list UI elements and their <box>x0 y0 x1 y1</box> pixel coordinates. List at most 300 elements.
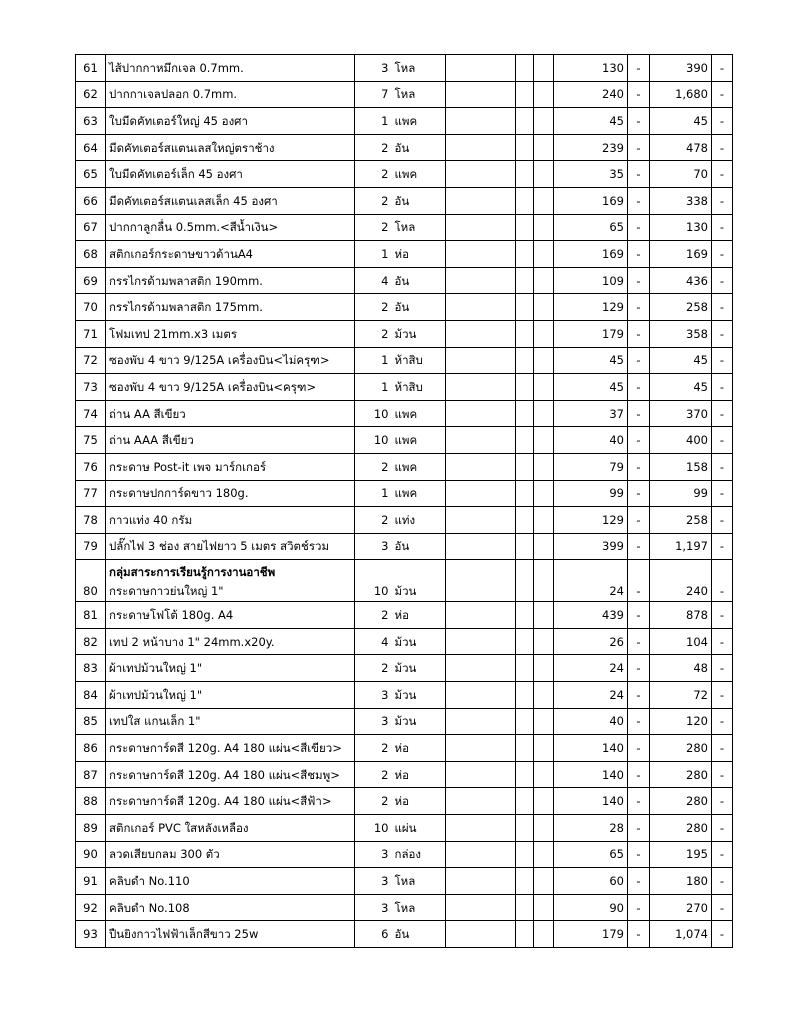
item-number-cell: 62 <box>76 81 106 108</box>
empty-cell-c <box>534 347 554 374</box>
total-price-cell: 358 <box>650 320 712 347</box>
empty-cell-b <box>516 187 534 214</box>
item-number-cell: 92 <box>76 894 106 921</box>
empty-cell-b <box>516 347 534 374</box>
unit-price-satang-cell: - <box>628 453 650 480</box>
empty-cell-b <box>516 735 534 762</box>
total-price-cell: 180 <box>650 868 712 895</box>
total-price-satang-cell: - <box>712 374 733 401</box>
unit-price-cell: 179 <box>554 921 628 948</box>
empty-cell-a <box>446 108 516 135</box>
unit-price-cell: 24 <box>554 560 628 602</box>
unit-price-cell: 179 <box>554 320 628 347</box>
item-number-cell: 85 <box>76 708 106 735</box>
empty-cell-b <box>516 55 534 82</box>
total-price-satang-cell: - <box>712 655 733 682</box>
empty-cell-a <box>446 815 516 842</box>
total-price-satang-cell: - <box>712 894 733 921</box>
unit-price-satang-cell: - <box>628 602 650 629</box>
empty-cell-c <box>534 294 554 321</box>
empty-cell-b <box>516 480 534 507</box>
empty-cell-a <box>446 241 516 268</box>
total-price-satang-cell: - <box>712 347 733 374</box>
empty-cell-c <box>534 400 554 427</box>
unit-price-cell: 24 <box>554 682 628 709</box>
total-price-cell: 104 <box>650 628 712 655</box>
empty-cell-c <box>534 187 554 214</box>
empty-cell-a <box>446 560 516 602</box>
total-price-satang-cell: - <box>712 453 733 480</box>
total-price-cell: 130 <box>650 214 712 241</box>
total-price-cell: 120 <box>650 708 712 735</box>
empty-cell-b <box>516 761 534 788</box>
quantity-cell: 3 <box>355 868 392 895</box>
total-price-cell: 258 <box>650 507 712 534</box>
unit-cell: โหล <box>392 894 446 921</box>
unit-price-satang-cell: - <box>628 841 650 868</box>
unit-price-cell: 79 <box>554 453 628 480</box>
quantity-cell: 3 <box>355 55 392 82</box>
quantity-cell: 2 <box>355 134 392 161</box>
table-row <box>76 921 733 948</box>
empty-cell-a <box>446 294 516 321</box>
unit-price-cell: 60 <box>554 868 628 895</box>
unit-cell: แพค <box>392 480 446 507</box>
empty-cell-b <box>516 400 534 427</box>
empty-cell-b <box>516 294 534 321</box>
unit-price-satang-cell: - <box>628 55 650 82</box>
empty-cell-b <box>516 815 534 842</box>
unit-price-satang-cell: - <box>628 708 650 735</box>
table-row <box>76 427 733 454</box>
unit-cell: อัน <box>392 294 446 321</box>
item-table-body <box>76 55 733 948</box>
item-number-cell: 87 <box>76 761 106 788</box>
item-description-cell: ใบมีดคัทเตอร์เล็ก 45 องศา <box>106 161 355 188</box>
empty-cell-c <box>534 134 554 161</box>
unit-cell: ม้วน <box>392 628 446 655</box>
unit-price-cell: 109 <box>554 267 628 294</box>
unit-cell: แพค <box>392 453 446 480</box>
table-row <box>76 453 733 480</box>
item-number-cell: 71 <box>76 320 106 347</box>
empty-cell-a <box>446 708 516 735</box>
empty-cell-c <box>534 868 554 895</box>
total-price-satang-cell: - <box>712 815 733 842</box>
unit-cell: แพค <box>392 427 446 454</box>
unit-cell: อัน <box>392 267 446 294</box>
empty-cell-a <box>446 374 516 401</box>
total-price-cell: 436 <box>650 267 712 294</box>
empty-cell-b <box>516 320 534 347</box>
item-number-cell: 88 <box>76 788 106 815</box>
unit-cell: ห่อ <box>392 788 446 815</box>
unit-cell: อัน <box>392 921 446 948</box>
unit-price-cell: 140 <box>554 761 628 788</box>
empty-cell-a <box>446 735 516 762</box>
item-description-cell: กระดาษโฟโต้ 180g. A4 <box>106 602 355 629</box>
quantity-cell: 2 <box>355 655 392 682</box>
table-row <box>76 761 733 788</box>
quantity-cell: 3 <box>355 682 392 709</box>
unit-price-satang-cell: - <box>628 134 650 161</box>
total-price-satang-cell: - <box>712 267 733 294</box>
table-row <box>76 841 733 868</box>
unit-price-cell: 240 <box>554 81 628 108</box>
empty-cell-c <box>534 655 554 682</box>
unit-price-satang-cell: - <box>628 533 650 560</box>
total-price-satang-cell: - <box>712 81 733 108</box>
empty-cell-a <box>446 921 516 948</box>
item-number-cell: 80 <box>76 560 106 602</box>
unit-price-satang-cell: - <box>628 320 650 347</box>
item-number-cell: 78 <box>76 507 106 534</box>
unit-cell: กล่อง <box>392 841 446 868</box>
quantity-cell: 1 <box>355 241 392 268</box>
item-description-cell: ปากกาลูกลื่น 0.5mm.<สีน้ำเงิน> <box>106 214 355 241</box>
item-description-cell: ลวดเสียบกลม 300 ตัว <box>106 841 355 868</box>
empty-cell-b <box>516 134 534 161</box>
total-price-satang-cell: - <box>712 480 733 507</box>
total-price-satang-cell: - <box>712 241 733 268</box>
empty-cell-a <box>446 161 516 188</box>
table-row <box>76 894 733 921</box>
unit-price-cell: 37 <box>554 400 628 427</box>
empty-cell-b <box>516 427 534 454</box>
unit-cell: โหล <box>392 214 446 241</box>
empty-cell-a <box>446 453 516 480</box>
table-row <box>76 81 733 108</box>
total-price-satang-cell: - <box>712 55 733 82</box>
empty-cell-c <box>534 841 554 868</box>
empty-cell-c <box>534 921 554 948</box>
empty-cell-b <box>516 868 534 895</box>
empty-cell-c <box>534 533 554 560</box>
total-price-satang-cell: - <box>712 868 733 895</box>
quantity-cell: 10 <box>355 400 392 427</box>
empty-cell-a <box>446 480 516 507</box>
unit-price-cell: 65 <box>554 841 628 868</box>
empty-cell-b <box>516 628 534 655</box>
total-price-satang-cell: - <box>712 320 733 347</box>
quantity-cell: 2 <box>355 320 392 347</box>
total-price-satang-cell: - <box>712 533 733 560</box>
empty-cell-b <box>516 602 534 629</box>
table-row <box>76 241 733 268</box>
empty-cell-b <box>516 682 534 709</box>
table-row <box>76 815 733 842</box>
table-row <box>76 788 733 815</box>
empty-cell-c <box>534 320 554 347</box>
empty-cell-c <box>534 761 554 788</box>
unit-cell: แพค <box>392 161 446 188</box>
item-description-cell: ซองพับ 4 ขาว 9/125A เครื่องบิน<ครุฑ> <box>106 374 355 401</box>
empty-cell-b <box>516 507 534 534</box>
total-price-cell: 1,074 <box>650 921 712 948</box>
quantity-cell: 10 <box>355 427 392 454</box>
item-description-cell: สติกเกอร์กระดาษขาวด้านA4 <box>106 241 355 268</box>
total-price-satang-cell: - <box>712 761 733 788</box>
total-price-satang-cell: - <box>712 735 733 762</box>
unit-price-cell: 140 <box>554 735 628 762</box>
empty-cell-b <box>516 374 534 401</box>
quantity-cell: 2 <box>355 453 392 480</box>
unit-cell: ห้าสิบ <box>392 374 446 401</box>
total-price-cell: 169 <box>650 241 712 268</box>
item-number-cell: 63 <box>76 108 106 135</box>
quantity-cell: 3 <box>355 894 392 921</box>
item-description-cell: กระดาษ Post-it เพจ มาร์กเกอร์ <box>106 453 355 480</box>
unit-price-cell: 40 <box>554 427 628 454</box>
item-description-cell: เทปใส แกนเล็ก 1" <box>106 708 355 735</box>
item-description-cell: กระดาษการ์ดสี 120g. A4 180 แผ่น<สีเขียว> <box>106 735 355 762</box>
unit-cell: ม้วน <box>392 708 446 735</box>
total-price-cell: 878 <box>650 602 712 629</box>
total-price-cell: 280 <box>650 815 712 842</box>
total-price-cell: 70 <box>650 161 712 188</box>
total-price-satang-cell: - <box>712 187 733 214</box>
total-price-satang-cell: - <box>712 134 733 161</box>
unit-price-satang-cell: - <box>628 187 650 214</box>
unit-price-cell: 99 <box>554 480 628 507</box>
item-number-cell: 77 <box>76 480 106 507</box>
quantity-cell: 2 <box>355 187 392 214</box>
empty-cell-c <box>534 788 554 815</box>
unit-cell: แพค <box>392 400 446 427</box>
item-description-cell: มีดคัทเตอร์สแตนเลสเล็ก 45 องศา <box>106 187 355 214</box>
unit-price-satang-cell: - <box>628 507 650 534</box>
item-description-cell: คลิบดำ No.110 <box>106 868 355 895</box>
total-price-satang-cell: - <box>712 400 733 427</box>
unit-price-satang-cell: - <box>628 108 650 135</box>
unit-price-cell: 28 <box>554 815 628 842</box>
table-row <box>76 214 733 241</box>
unit-price-satang-cell: - <box>628 815 650 842</box>
quantity-cell: 1 <box>355 480 392 507</box>
item-description-cell: คลิบดำ No.108 <box>106 894 355 921</box>
empty-cell-c <box>534 480 554 507</box>
quantity-cell: 2 <box>355 735 392 762</box>
table-row <box>76 294 733 321</box>
unit-cell: ห่อ <box>392 241 446 268</box>
item-description-cell: กรรไกรด้ามพลาสติก 190mm. <box>106 267 355 294</box>
empty-cell-a <box>446 214 516 241</box>
item-number-cell: 90 <box>76 841 106 868</box>
empty-cell-b <box>516 560 534 602</box>
empty-cell-c <box>534 161 554 188</box>
empty-cell-c <box>534 81 554 108</box>
empty-cell-b <box>516 533 534 560</box>
empty-cell-a <box>446 187 516 214</box>
empty-cell-a <box>446 602 516 629</box>
item-number-cell: 61 <box>76 55 106 82</box>
unit-price-cell: 140 <box>554 788 628 815</box>
item-number-cell: 68 <box>76 241 106 268</box>
item-description-cell: กาวแท่ง 40 กรัม <box>106 507 355 534</box>
unit-cell: ม้วน <box>392 320 446 347</box>
item-description-cell: มีดคัทเตอร์สแตนเลสใหญ่ตราช้าง <box>106 134 355 161</box>
unit-price-satang-cell: - <box>628 560 650 602</box>
total-price-cell: 258 <box>650 294 712 321</box>
quantity-cell: 4 <box>355 628 392 655</box>
quantity-cell: 10 <box>355 815 392 842</box>
quantity-cell: 3 <box>355 841 392 868</box>
empty-cell-b <box>516 161 534 188</box>
quantity-cell: 3 <box>355 708 392 735</box>
quantity-cell: 1 <box>355 347 392 374</box>
unit-price-satang-cell: - <box>628 374 650 401</box>
unit-price-satang-cell: - <box>628 761 650 788</box>
unit-cell: โหล <box>392 868 446 895</box>
total-price-cell: 370 <box>650 400 712 427</box>
total-price-satang-cell: - <box>712 682 733 709</box>
total-price-cell: 390 <box>650 55 712 82</box>
table-row <box>76 560 733 602</box>
empty-cell-b <box>516 108 534 135</box>
quantity-cell: 2 <box>355 161 392 188</box>
item-description-cell: ไส้ปากกาหมึกเจล 0.7mm. <box>106 55 355 82</box>
item-number-cell: 89 <box>76 815 106 842</box>
unit-cell: แท่ง <box>392 507 446 534</box>
table-row <box>76 480 733 507</box>
unit-price-satang-cell: - <box>628 788 650 815</box>
empty-cell-b <box>516 841 534 868</box>
quantity-cell: 3 <box>355 533 392 560</box>
empty-cell-c <box>534 507 554 534</box>
empty-cell-a <box>446 655 516 682</box>
item-number-cell: 82 <box>76 628 106 655</box>
item-description-cell: ซองพับ 4 ขาว 9/125A เครื่องบิน<ไม่ครุฑ> <box>106 347 355 374</box>
empty-cell-c <box>534 241 554 268</box>
unit-cell: โหล <box>392 81 446 108</box>
unit-price-cell: 239 <box>554 134 628 161</box>
empty-cell-b <box>516 241 534 268</box>
unit-price-cell: 130 <box>554 55 628 82</box>
unit-cell: โหล <box>392 55 446 82</box>
total-price-satang-cell: - <box>712 921 733 948</box>
group-heading: กลุ่มสาระการเรียนรู้การงานอาชีพ <box>109 565 276 580</box>
empty-cell-c <box>534 560 554 602</box>
empty-cell-b <box>516 453 534 480</box>
empty-cell-a <box>446 894 516 921</box>
unit-cell: ห่อ <box>392 735 446 762</box>
empty-cell-a <box>446 788 516 815</box>
table-row <box>76 187 733 214</box>
item-number-cell: 84 <box>76 682 106 709</box>
empty-cell-a <box>446 267 516 294</box>
total-price-satang-cell: - <box>712 108 733 135</box>
empty-cell-c <box>534 682 554 709</box>
item-description-cell: เทป 2 หน้าบาง 1" 24mm.x20y. <box>106 628 355 655</box>
quantity-cell: 4 <box>355 267 392 294</box>
unit-price-satang-cell: - <box>628 241 650 268</box>
unit-cell: ห่อ <box>392 761 446 788</box>
item-description-cell: ปากกาเจลปลอก 0.7mm. <box>106 81 355 108</box>
table-row <box>76 507 733 534</box>
total-price-cell: 72 <box>650 682 712 709</box>
unit-price-satang-cell: - <box>628 214 650 241</box>
unit-cell: ห่อ <box>392 602 446 629</box>
total-price-satang-cell: - <box>712 841 733 868</box>
unit-cell: ห้าสิบ <box>392 347 446 374</box>
unit-price-cell: 90 <box>554 894 628 921</box>
item-description-cell: ถ่าน AA สีเขียว <box>106 400 355 427</box>
item-number-cell: 75 <box>76 427 106 454</box>
table-row <box>76 628 733 655</box>
unit-price-cell: 24 <box>554 655 628 682</box>
quantity-cell: 7 <box>355 81 392 108</box>
empty-cell-c <box>534 735 554 762</box>
unit-price-cell: 35 <box>554 161 628 188</box>
total-price-cell: 1,197 <box>650 533 712 560</box>
empty-cell-c <box>534 214 554 241</box>
item-description-cell: โฟมเทป 21mm.x3 เมตร <box>106 320 355 347</box>
empty-cell-a <box>446 134 516 161</box>
item-number-cell: 79 <box>76 533 106 560</box>
empty-cell-c <box>534 427 554 454</box>
empty-cell-a <box>446 320 516 347</box>
total-price-cell: 195 <box>650 841 712 868</box>
unit-price-satang-cell: - <box>628 682 650 709</box>
item-description-cell: ใบมีดคัทเตอร์ใหญ่ 45 องศา <box>106 108 355 135</box>
unit-price-cell: 129 <box>554 294 628 321</box>
total-price-cell: 45 <box>650 374 712 401</box>
table-row <box>76 267 733 294</box>
unit-cell: ม้วน <box>392 655 446 682</box>
empty-cell-b <box>516 788 534 815</box>
empty-cell-b <box>516 894 534 921</box>
item-description-cell: กรรไกรด้ามพลาสติก 175mm. <box>106 294 355 321</box>
unit-cell: ม้วน <box>392 560 446 602</box>
item-description-cell: กระดาษปกการ์ดขาว 180g. <box>106 480 355 507</box>
item-number-cell: 70 <box>76 294 106 321</box>
unit-price-satang-cell: - <box>628 921 650 948</box>
empty-cell-b <box>516 708 534 735</box>
total-price-cell: 1,680 <box>650 81 712 108</box>
unit-price-satang-cell: - <box>628 480 650 507</box>
unit-price-satang-cell: - <box>628 400 650 427</box>
table-row <box>76 161 733 188</box>
unit-price-cell: 45 <box>554 108 628 135</box>
total-price-cell: 280 <box>650 735 712 762</box>
table-row <box>76 108 733 135</box>
empty-cell-a <box>446 81 516 108</box>
unit-cell: แผ่น <box>392 815 446 842</box>
quantity-cell: 2 <box>355 788 392 815</box>
empty-cell-c <box>534 815 554 842</box>
unit-price-cell: 169 <box>554 187 628 214</box>
empty-cell-c <box>534 55 554 82</box>
item-number-cell: 76 <box>76 453 106 480</box>
total-price-satang-cell: - <box>712 602 733 629</box>
empty-cell-b <box>516 214 534 241</box>
item-description-cell: ผ้าเทปม้วนใหญ่ 1" <box>106 682 355 709</box>
item-number-cell: 64 <box>76 134 106 161</box>
item-description-cell: กระดาษการ์ดสี 120g. A4 180 แผ่น<สีชมพู> <box>106 761 355 788</box>
item-number-cell: 69 <box>76 267 106 294</box>
table-row <box>76 708 733 735</box>
quantity-cell: 2 <box>355 761 392 788</box>
empty-cell-a <box>446 347 516 374</box>
total-price-cell: 45 <box>650 108 712 135</box>
item-number-cell: 81 <box>76 602 106 629</box>
item-number-cell: 72 <box>76 347 106 374</box>
empty-cell-b <box>516 81 534 108</box>
total-price-satang-cell: - <box>712 560 733 602</box>
unit-price-satang-cell: - <box>628 628 650 655</box>
unit-price-satang-cell: - <box>628 427 650 454</box>
item-number-cell: 91 <box>76 868 106 895</box>
